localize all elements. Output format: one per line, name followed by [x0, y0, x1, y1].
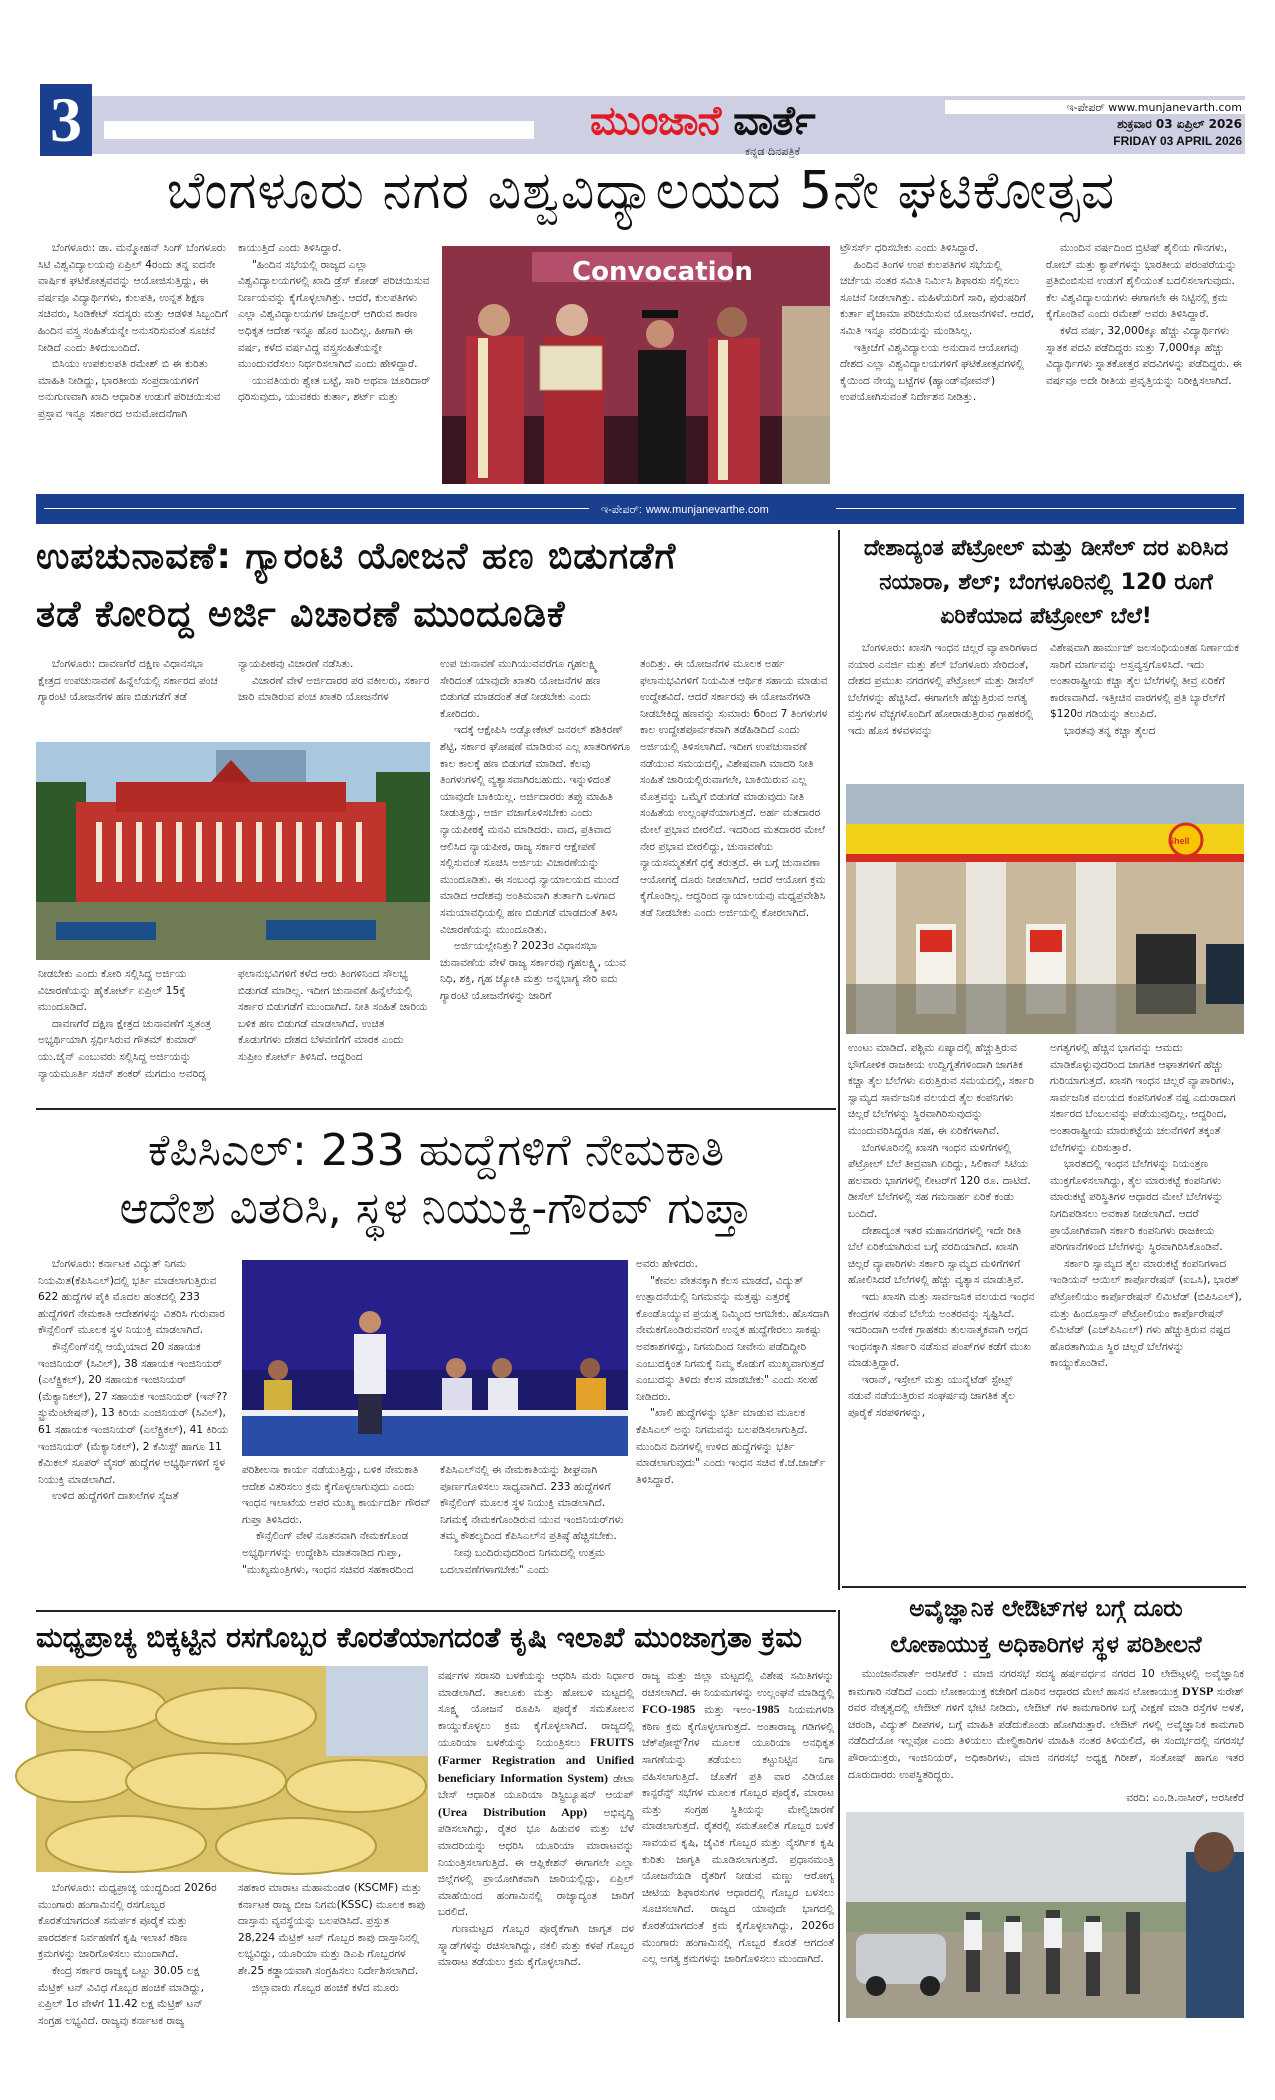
- article3-col1-bottom: [848, 1040, 1038, 1580]
- epaper-strip-url[interactable]: www.munjanevarthe.com: [645, 504, 769, 516]
- paragraph: ನ್ಯಾಯಪೀಠವು ವಿಚಾರಣೆ ನಡೆಸಿತು.: [238, 658, 354, 670]
- article4-headline-line1: ಕೆಪಿಸಿಎಲ್: 233 ಹುದ್ದೆಗಳಿಗೆ ನೇಮಕಾತಿ: [147, 1125, 725, 1176]
- article6-headline-line2: ಲೋಕಾಯುಕ್ತ ಅಧಿಕಾರಿಗಳ ಸ್ಥಳ ಪರಿಶೀಲನೆ: [890, 1632, 1202, 1658]
- page-number: 3: [40, 84, 92, 156]
- article6-body: [848, 1666, 1244, 1786]
- paragraph: ಕೆಪಿಸಿಎಲ್‌ನಲ್ಲಿ ಈ ನೇಮಕಾತಿಯನ್ನು ಶೀಘ್ರವಾಗಿ ಪೂರ್ಣಗೊಳಿಸಲು ಸಾಧ್ಯವಾಗಿದೆ. 233 ಹುದ್ದೆಗಳಿಗೆ ಕೌನ್ಸೆಲಿಂಗ್ ಮೂಲಕ ಸ್ಥಳ ನಿಯುಕ್ತಿ ಮಾಡಲಾಗಿದೆ. ನಿಗಮಕ್ಕೆ ನೇಮಕಗೊಂಡಿರುವ ಯುವ ಇಂಜಿನಿಯರ್‌ಗಳು ತಮ್ಮ ಕೌಶಲ್ಯದಿಂದ ಕೆಪಿಸಿಎಲ್‌ನ ಪ್ರತಿಷ್ಠೆ ಹೆಚ್ಚಿಸಬೇಕು.: [440, 1464, 624, 1543]
- paragraph: "ಹಿಂದಿನ ಸಭೆಯಲ್ಲಿ ರಾಜ್ಯದ ಎಲ್ಲಾ ವಿಶ್ವವಿದ್ಯಾಲಯಗಳಲ್ಲಿ ಖಾದಿ ಡ್ರೆಸ್ ಕೋಡ್ ಪರಿಚಯಿಸುವ ನಿರ್ಣಯವನ್ನು ಕೈಗೊಳ್ಳಲಾಗಿತ್ತು. ಆದರೆ, ಕುಲಪತಿಗಳು ಎಲ್ಲಾ ವಿಶ್ವವಿದ್ಯಾಲಯಗಳ ಚಾನ್ಸಲರ್ ಆಗಿರುವ ಕಾರಣ ಅಧಿಕೃತ ಆದೇಶ ಇನ್ನೂ ಹೊರ ಬಂದಿಲ್ಲ. ಹೀಗಾಗಿ ಈ ವರ್ಷ, ಕಳೆದ ವರ್ಷವಿದ್ದ ವಸ್ತ್ರಸಂಹಿತೆಯನ್ನೇ ಮುಂದುವರೆಸಲು ನಿರ್ಧರಿಸಲಾಗಿದೆ ಎಂದು ಹೇಳಿದ್ದಾರೆ.: [238, 258, 430, 371]
- column-divider: [838, 1610, 840, 2022]
- section-divider: [842, 1586, 1246, 1588]
- paragraph: ಇದು ಖಾಸಗಿ ಮತ್ತು ಸಾರ್ವಜನಿಕ ವಲಯದ ಇಂಧನ ಕೇಂದ್ರಗಳ ನಡುವೆ ಬೆಲೆಯ ಅಂತರವನ್ನು ಸೃಷ್ಟಿಸಿದೆ. ಇದರಿಂದಾಗಿ ಅನೇಕ ಗ್ರಾಹಕರು ತುಲನಾತ್ಮಕವಾಗಿ ಅಗ್ಗದ ಇಂಧನಕ್ಕಾಗಿ ಸರ್ಕಾರಿ ನಡೆಸುವ ಪಂಪ್‌ಗಳ ಕಡೆಗೆ ಮುಖ ಮಾಡುತ್ತಿದ್ದಾರೆ.: [848, 1290, 1035, 1370]
- article2-col2-bottom: [238, 966, 430, 1102]
- strip-rule-right: [836, 508, 1236, 509]
- article4-col2: [242, 1462, 432, 1600]
- paragraph: ಉಂಟು ಮಾಡಿದೆ. ಪಶ್ಚಿಮ ಏಷ್ಯಾದಲ್ಲಿ ಹೆಚ್ಚುತ್ತಿರುವ ಭೌಗೋಳಿಕ ರಾಜಕೀಯ ಉದ್ವಿಗ್ನತೆಗಳಿಂದಾಗಿ ಜಾಗತಿಕ ಕಚ್ಚಾ ತೈಲ ಬೆಲೆಗಳು ಏರುತ್ತಿರುವ ಸಮಯದಲ್ಲಿ, ಸರ್ಕಾರಿ ಸ್ವಾಮ್ಯದ ಸಾರ್ವಜನಿಕ ವಲಯದ ತೈಲ ಕಂಪನಿಗಳು ಚಿಲ್ಲರೆ ಬೆಲೆಗಳನ್ನು ಸ್ಥಿರವಾಗಿರಿಸುವುದನ್ನು ಮುಂದುವರಿಸಿದ್ದರೂ ಸಹ, ಈ ಏರಿಕೆಗಳಾಗಿವೆ.: [848, 1042, 1035, 1137]
- article6-byline: ವರದಿ: ಎಂ.ಡಿ.ನಾಸೀರ್, ಅರಸೀಕೆರೆ: [1126, 1792, 1244, 1804]
- convocation-photo-art: [442, 246, 830, 484]
- body-bold: FRUITS (Farmer Registration and Unified beneficiary Information System): [438, 1735, 634, 1785]
- paragraph: ಬಿಸಿಯು ಉಪಕುಲಪತಿ ರಮೇಶ್ ಬಿ ಈ ಕುರಿತು ಮಾಹಿತಿ ನೀಡಿದ್ದು, ಭಾರತೀಯ ಸಂಪ್ರದಾಯಗಳಿಗೆ ಅನುಗುಣವಾಗಿ ಖಾದಿ ಆಧಾರಿತ ಉಡುಗೆ ಪರಿಚಯಿಸುವ ಪ್ರಸ್ತಾವ ಇನ್ನೂ ಸರ್ಕಾರದ ಅನುಮೋದನೆಗಾಗಿ: [38, 358, 221, 420]
- article2-headline-line1: ಉಪಚುನಾವಣೆ: ಗ್ಯಾರಂಟಿ ಯೋಜನೆ ಹಣ ಬಿಡುಗಡೆಗೆ: [36, 536, 677, 577]
- article4-col1: [38, 1256, 234, 1600]
- body-text: ಅಭಿವೃದ್ಧಿ ಪಡಿಸಲಾಗಿದ್ದು, ರೈತರ ಭೂ ಹಿಡುವಳಿ ಮತ್ತು ಬೆಳೆ ಮಾದರಿಯನ್ನು ಆಧರಿಸಿ ಯೂರಿಯಾ ಮಾರಾಟವನ್ನು ನಿಯಂತ್ರಿಸಲಾಗುತ್ತಿದೆ. ಈ ಆಪ್ಲಿಕೇಶನ್ ಈಗಾಗಲೇ ಎಲ್ಲಾ ಜಿಲ್ಲೆಗಳಲ್ಲಿ ಪ್ರಾಯೋಗಿಕವಾಗಿ ಜಾರಿಯಲ್ಲಿದ್ದು, ಏಪ್ರಿಲ್ ಮಾಹೆಯಿಂದ ಹಂಗಾಮಿನಲ್ಲಿ ರಾಜ್ಯಾದ್ಯಂತ ಜಾರಿಗೆ ಬರಲಿದೆ.: [438, 1806, 634, 1919]
- paragraph: ಕೌನ್ಸೆಲಿಂಗ್ ವೇಳೆ ನೂತನವಾಗಿ ನೇಮಕಗೊಂಡ ಅಭ್ಯರ್ಥಿಗಳನ್ನು ಉದ್ದೇಶಿಸಿ ಮಾತನಾಡಿದ ಗುಪ್ತಾ, "ಮುಖ್ಯಮಂತ್ರಿಗಳು, ಇಂಧನ ಸಚಿವರ ಸಹಕಾರದಿಂದ: [242, 1530, 414, 1576]
- paragraph: ಹಿಂದಿನ ತಿಂಗಳ ಉಪ ಕುಲಪತಿಗಳ ಸಭೆಯಲ್ಲಿ ಚರ್ಚೆಯ ನಂತರ ಸಮಿತಿ ನಿರ್ಮಿಸಿ ಶಿಫಾರಸು ಸಲ್ಲಿಸಲು ಸೂಚನೆ ನೀಡಲಾಗಿತ್ತು. ಮಹಿಳೆಯರಿಗೆ ಸಾರಿ, ಪುರುಷರಿಗೆ ಕುರ್ತಾ ಪೈಜಾಮಾ ಪರಿಚಯಿಸುವ ಯೋಜನೆಗಳಿವೆ. ಆದರೆ, ಸಮಿತಿ ಇನ್ನೂ ವರದಿಯನ್ನು ಮಂಡಿಸಿಲ್ಲ.: [840, 258, 1034, 337]
- paragraph: ಭಾರತದಲ್ಲಿ ಇಂಧನ ಬೆಲೆಗಳನ್ನು ನಿಯಂತ್ರಣ ಮುಕ್ತಗೊಳಿಸಲಾಗಿದ್ದು, ತೈಲ ಮಾರುಕಟ್ಟೆ ಕಂಪನಿಗಳು ಮಾರುಕಟ್ಟೆ ಪರಿಸ್ಥಿತಿಗಳ ಆಧಾರದ ಮೇಲೆ ಬೆಲೆಗಳನ್ನು ನಿಗದಿಪಡಿಸಲು ಅವಕಾಶ ನೀಡಲಾಗಿದೆ. ಆದರೆ ಪ್ರಾಯೋಗಿಕವಾಗಿ ಸರ್ಕಾರಿ ಕಂಪನಿಗಳು ರಾಜಕೀಯ ಪರಿಗಣನೆಗಳಿಂದ ಬೆಲೆಗಳನ್ನು ಸ್ಥಿರವಾಗಿರಿಸಿಕೊಂಡಿವೆ.: [1050, 1158, 1224, 1254]
- paragraph: ಬೆಂಗಳೂರು: ಮಧ್ಯಪ್ರಾಚ್ಯ ಯುದ್ಧದಿಂದ 2026ರ ಮುಂಗಾರು ಹಂಗಾಮಿನಲ್ಲಿ ರಸಗೊಬ್ಬರ ಕೊರತೆಯಾಗದಂತೆ ಸಮರ್ಪಕ ಪೂರೈಕೆ ಮತ್ತು ಪಾರದರ್ಶಕ ನಿರ್ವಹಣೆಗೆ ಕೃಷಿ ಇಲಾಖೆ ಕಠಿಣ ಕ್ರಮಗಳನ್ನು ಜಾರಿಗೊಳಿಸಲು ಮುಂದಾಗಿದೆ.: [38, 1882, 217, 1961]
- paragraph: ನೀಡಬೇಕು ಎಂದು ಕೋರಿ ಸಲ್ಲಿಸಿದ್ದ ಅರ್ಜಿಯ ವಿಚಾರಣೆಯನ್ನು ಹೈಕೋರ್ಟ್ ಏಪ್ರಿಲ್ 15ಕ್ಕೆ ಮುಂದೂಡಿದೆ.: [38, 968, 187, 1014]
- paragraph: ಜಿಲ್ಲಾವಾರು ಗೊಬ್ಬರ ಹಂಚಿಕೆ ಕಳೆದ ಮೂರು: [252, 1981, 399, 1994]
- paragraph: [438, 1668, 634, 1921]
- paragraph: ಅರ್ಜಿಯಲ್ಲೇನಿತ್ತು? 2023ರ ವಿಧಾನಸಭಾ ಚುನಾವಣೆಯ ವೇಳೆ ರಾಜ್ಯ ಸರ್ಕಾರವು ಗೃಹಲಕ್ಷ್ಮಿ, ಯುವ ನಿಧಿ, ಶಕ್ತಿ, ಗೃಹ ಜ್ಯೋತಿ ಮತ್ತು ಅನ್ನಭಾಗ್ಯ ಸೇರಿ ಐದು ಗ್ಯಾರಂಟಿ ಯೋಜನೆಗಳನ್ನು ಜಾರಿಗೆ: [440, 940, 626, 1002]
- paragraph: ಯುವತಿಯರು ಶ್ವೇತ ಬಟ್ಟೆ, ಸಾರಿ ಅಥವಾ ಚೂರಿದಾರ್ ಧರಿಸುವುದು, ಯುವಕರು ಕುರ್ತಾ, ಶರ್ಟ್ ಮತ್ತು: [238, 374, 431, 404]
- article1-col4: [1046, 240, 1244, 486]
- kpcl-event-photo: [242, 1260, 628, 1456]
- article5-col4: [642, 1668, 834, 2020]
- epaper-link-top[interactable]: [950, 101, 1242, 115]
- kpcl-event-photo-art: [242, 1260, 628, 1456]
- paragraph: ದಾವಣಗೆರೆ ದಕ್ಷಿಣ ಕ್ಷೇತ್ರದ ಚುನಾವಣೆಗೆ ಸ್ವತಂತ್ರ ಅಭ್ಯರ್ಥಿಯಾಗಿ ಸ್ಪರ್ಧಿಸಿರುವ ಗೌತಮ್ ಕುಮಾರ್ ಯು.ಜೈನ್ ಎಂಬುವರು ಸಲ್ಲಿಸಿದ್ದ ಅರ್ಜಿಯನ್ನು ನ್ಯಾಯಮೂರ್ತಿ ಸಚಿನ್ ಶಂಕರ್ ಮಗದುಂ ಅವರಿದ್ದ: [38, 1017, 212, 1080]
- column-divider: [838, 1108, 840, 1590]
- article4-col3: [440, 1462, 628, 1600]
- article2-col1-bottom: [38, 966, 228, 1102]
- lokayukta-site-photo-art: [846, 1812, 1244, 2018]
- fertilizer-sacks-photo: [36, 1666, 428, 1872]
- paragraph: ಇದಕ್ಕೆ ಆಕ್ಷೇಪಿಸಿ ಅಡ್ವೋಕೇಟ್ ಜನರಲ್ ಶಶಿಕಿರಣ್ ಶೆಟ್ಟಿ, ಸರ್ಕಾರ ಘೋಷಣೆ ಮಾಡಿರುವ ಎಲ್ಲ ಖಾತರಿಗಳಿಗೂ ಕಾಲ ಕಾಲಕ್ಕೆ ಹಣ ಬಿಡುಗಡೆ ಮಾಡಿದೆ. ಕೆಲವು ತಿಂಗಳುಗಳಲ್ಲಿ ವ್ಯತ್ಯಾಸವಾಗಿರಬಹುದು. ಇನ್ನುಳಿದಂತೆ ಯಾವುದೇ ಬಾಕಿಯಿಲ್ಲ. ಅರ್ಜಿದಾರರು ತಪ್ಪು ಮಾಹಿತಿ ನೀಡುತ್ತಿದ್ದು, ಅರ್ಜಿ ವಜಾಗೊಳಿಸಬೇಕು ಎಂದು ನ್ಯಾಯಪೀಠಕ್ಕೆ ಮನವಿ ಮಾಡಿದರು. ವಾದ, ಪ್ರತಿವಾದ ಆಲಿಸಿದ ನ್ಯಾಯಪೀಠ, ರಾಜ್ಯ ಸರ್ಕಾರ ಆಕ್ಷೇಪಣೆ ಸಲ್ಲಿಸುವಂತೆ ಸೂಚಿಸಿ ಅರ್ಜಿಯ ವಿಚಾರಣೆಯನ್ನು ಮುಂದೂಡಿತು. ಈ ಸಂಬಂಧ ನ್ಯಾಯಾಲಯದ ಮುಂದೆ ಮಾಡಿದ ಆದೇಶವು ಅಂತಿಮವಾಗಿ ತುರ್ತಾಗಿ ಒಳಗಾದ ಸಮಯಾವಧಿಯಲ್ಲಿ ಹಣ ಬಿಡುಗಡೆ ಮಾಡದಂತೆ ತಿಳಿಸಿ ವಿಚಾರಣೆಯನ್ನು ಮುಂದೂಡಿತು.: [440, 724, 631, 936]
- strip-rule-left: [44, 508, 589, 509]
- date-english: FRIDAY 03 APRIL 2026: [1113, 134, 1242, 148]
- article3-col2-top: [1050, 640, 1244, 778]
- paragraph: ಗುಣಮಟ್ಟದ ಗೊಬ್ಬರ ಪೂರೈಕೆಗಾಗಿ ಜಾಗೃತ ದಳ ಸ್ಕ್ವಾಡ್‌ಗಳನ್ನು ರಚಿಸಲಾಗಿದ್ದು, ನಕಲಿ ಮತ್ತು ಕಳಪೆ ಗೊಬ್ಬರ ಮಾರಾಟ ತಡೆಯಲು ಕ್ರಮ ಕೈಗೊಳ್ಳಲಾಗಿದೆ.: [438, 1922, 634, 1969]
- body-text: ಮುಂಜಾನೆವಾರ್ತೆ ಅರಸೀಕೆರೆ : ಮಾಜಿ ನಗರಸಭೆ ಸದಸ್ಯ ಹರ್ಷವರ್ಧನ ನಗರದ 10 ಲೇಔಟ್ಗಳಲ್ಲಿ ಅವೈಜ್ಞಾನಿಕ ಕಾಮಗಾರಿ ನಡೆದಿದೆ ಎಂದು ಲೋಕಾಯುಕ್ತ ಕಚೇರಿಗೆ ದೂರಿನ ಆಧಾರದ ಮೇಲೆ ಹಾಸನ ಲೋಕಾಯುಕ್ತ: [848, 1668, 1244, 1698]
- article2-col2-top: [238, 656, 430, 724]
- paragraph: "ಕೇವಲ ವೇತನಕ್ಕಾಗಿ ಕೆಲಸ ಮಾಡದೆ, ವಿದ್ಯುತ್ ಉತ್ಪಾದನೆಯಲ್ಲಿ ನಿಗಮವನ್ನು ಮತ್ತಷ್ಟು ಎತ್ತರಕ್ಕೆ ಕೊಂಡೊಯ್ಯುವ ಪ್ರಯತ್ನ ನಿಮ್ಮಿಂದ ಆಗಬೇಕು. ಹೊಸದಾಗಿ ನೇಮಕಗೊಂಡಿರುವವರಿಗೆ ಉನ್ನತ ಹುದ್ದೆಗೇರಲು ಸಾಕಷ್ಟು ಅವಕಾಶಗಳಿದ್ದು, ನಿಗಮದಿಂದ ನೀವೇನು ಪಡೆದಿದ್ದೀರಿ ಎಂಬುದಕ್ಕಿಂತ ನಿಗಮಕ್ಕೆ ನಿಮ್ಮ ಕೊಡುಗೆ ಮುಖ್ಯವಾಗುತ್ತದೆ ಎಂಬುದನ್ನು ತಿಳಿದು ಕೆಲಸ ಮಾಡಬೇಕು" ಎಂದು ಸಲಹೆ ನೀಡಿದರು.: [636, 1274, 830, 1403]
- paragraph: ಕೇಂದ್ರ ಸರ್ಕಾರ ರಾಜ್ಯಕ್ಕೆ ಒಟ್ಟು 30.05 ಲಕ್ಷ ಮೆಟ್ರಿಕ್ ಟನ್ ವಿವಿಧ ಗೊಬ್ಬರ ಹಂಚಿಕೆ ಮಾಡಿದ್ದು, ಏಪ್ರಿಲ್ 1ರ ವೇಳೆಗೆ 11.42 ಲಕ್ಷ ಮೆಟ್ರಿಕ್ ಟನ್ ಸಂಗ್ರಹ ಲಭ್ಯವಿದೆ. ರಾಜ್ಯವು ಕರ್ನಾಟಕ ರಾಜ್ಯ: [38, 1964, 204, 2027]
- body-text: ಸುರೇಶ್ ರವರ ನೇತೃತ್ವದಲ್ಲಿ ಲೇಔಟ್ ಗಳಿಗೆ ಭೇಟಿ ನೀಡಿದು, ಲೇಔಟ್ ಗಳ ಕಾಮಗಾರಿಗಳ ಬಗ್ಗೆ ವೀಕ್ಷಣೆ ಮಾಡಿ ರಸ್ತೆಗಳ ಅಳತೆ, ಚರಂಡಿ, ವಿದ್ಯುತ್ ದೀಪಗಳ, ಬಗ್ಗೆ ಮಾಹಿತಿ ಪಡೆದುಕೊಂಡು ಹೋಗಿರುತ್ತಾರೆ. ಲೇಔಟ್ ಗಳಲ್ಲಿ ಅವೈಜ್ಞಾನಿಕ ಕಾಮಗಾರಿ ನಡೆದಿದೆಯೋ ಇಲ್ಲವೋ ಎಂದು ತಿಳಿಯಲು ಮೇಲ್ಧಿಕಾರಿಗಳ ಮಾಹಿತಿ ನಂತರ ತಿಳಿಯಲಿದೆ, ಈ ಸಂದರ್ಭದಲ್ಲಿ ನಗರಸಭೆ ಪೌರಾಯುಕ್ತರು, ಇಂಜಿನಿಯರ್, ಅಧಿಕಾರಿಗಳು, ಮಾಜಿ ನಗರಸಭೆ ಅಧ್ಯಕ್ಷ ಗಿರೀಶ್, ಸಂತೋಷ್ ಹಾಗೂ ಇತರ ದೂರುದಾರರು ಉಪಸ್ಥಿತರಿದ್ದರು.: [848, 1685, 1244, 1781]
- logo-tagline: ಕನ್ನಡ ದಿನಪತ್ರಿಕೆ: [745, 145, 801, 158]
- body-bold: 1985: [755, 1702, 780, 1717]
- body-bold: DYSP: [1181, 1683, 1214, 1698]
- epaper-strip-label: ಇ-ಪೇಪರ್:: [601, 504, 642, 516]
- body-text: ರಾಜ್ಯ ಮತ್ತು ಜಿಲ್ಲಾ ಮಟ್ಟದಲ್ಲಿ ವಿಶೇಷ ಸಮಿತಿಗಳನ್ನು ರಚಿಸಲಾಗಿದೆ. ಈ ನಿಯಮಗಳನ್ನು ಉಲ್ಲಂಘನೆ ಮಾಡಿದ್ದಲ್ಲಿ: [642, 1670, 834, 1699]
- article1-col1: [38, 240, 228, 486]
- newspaper-logo: [590, 98, 815, 144]
- paragraph: ಇತ್ತೀಚೆಗೆ ವಿಶ್ವವಿದ್ಯಾಲಯ ಅನುದಾನ ಆಯೋಗವು ದೇಶದ ಎಲ್ಲಾ ವಿಶ್ವವಿದ್ಯಾಲಯಗಳಿಗೆ ಘಟಿಕೋತ್ಸವಗಳಲ್ಲಿ ಕೈಯಿಂದ ನೇಯ್ದ ಬಟ್ಟೆಗಳ (ಹ್ಯಾಂಡ್‌ವೋವನ್) ಉಪಯೋಗಿಸುವಂತೆ ನಿರ್ದೇಶನ ನೀಡಿತ್ತು.: [840, 341, 1024, 404]
- paragraph: ವಿಶೇಷವಾಗಿ ಹಾರ್ಮುಜ್ ಜಲಸಂಧಿಯಂತಹ ನಿರ್ಣಾಯಕ ಸಾರಿಗೆ ಮಾರ್ಗವನ್ನು ಅಸ್ತವ್ಯಸ್ತಗೊಳಿಸಿದೆ. ಇದು ಅಂತಾರಾಷ್ಟ್ರೀಯ ಕಚ್ಚಾ ತೈಲ ಬೆಲೆಗಳಲ್ಲಿ ತೀವ್ರ ಏರಿಕೆಗೆ ಕಾರಣವಾಗಿದೆ. ಇತ್ತೀಚಿನ ವಾರಗಳಲ್ಲಿ ಪ್ರತಿ ಬ್ಯಾರೆಲ್‌ಗೆ $120ರ ಗಡಿಯನ್ನು ತಲುಪಿದೆ.: [1050, 642, 1239, 721]
- body-text: ವರ್ಷಗಳ ಸರಾಸರಿ ಬಳಕೆಯನ್ನು ಆಧರಿಸಿ ಮರು ನಿರ್ಧಾರ ಮಾಡಲಾಗಿದೆ. ತಾಲೂಕು ಮತ್ತು ಹೋಬಳಿ ಮಟ್ಟದಲ್ಲಿ ಸೂಕ್ಷ್ಮ ಯೋಜನೆ ರೂಪಿಸಿ ಪೂರೈಕೆ ಸಮತೋಲನ ಕಾಯ್ದುಕೊಳ್ಳಲು ಕ್ರಮ ಕೈಗೊಳ್ಳಲಾಗಿದೆ. ರಾಜ್ಯದಲ್ಲಿ ಯೂರಿಯಾ ಬಳಕೆಯನ್ನು ನಿಯಂತ್ರಿಸಲು: [438, 1670, 634, 1750]
- article2-col4: [640, 656, 832, 1102]
- article2-headline-line2: ತಡೆ ಕೋರಿದ್ದ ಅರ್ಜಿ ವಿಚಾರಣೆ ಮುಂದೂಡಿಕೆ: [36, 594, 566, 635]
- paragraph: ಟ್ರೌಸರ್ಸ್ ಧರಿಸಬೇಕು ಎಂದು ತಿಳಿಸಿದ್ದಾರೆ.: [840, 242, 979, 254]
- paragraph: ಉಪ ಚುನಾವಣೆ ಮುಗಿಯುವವರೆಗೂ ಗೃಹಲಕ್ಷ್ಮಿ ಸೇರಿದಂತೆ ಯಾವುದೇ ಖಾತರಿ ಯೋಜನೆಗಳ ಹಣ ಬಿಡುಗಡೆ ಮಾಡದಂತೆ ತಡೆ ನೀಡಬೇಕು ಎಂದು ಕೋರಿದರು.: [440, 658, 601, 720]
- logo-word-2: ವಾರ್ತೆ: [733, 98, 815, 144]
- fertilizer-sacks-photo-art: [36, 1666, 428, 1872]
- article5-col3: [438, 1668, 634, 2020]
- article3-col2-bottom: [1050, 1040, 1244, 1580]
- article4-headline-line2: ಆದೇಶ ವಿತರಿಸಿ, ಸ್ಥಳ ನಿಯುಕ್ತಿ-ಗೌರವ್ ಗುಪ್ತಾ: [119, 1183, 753, 1234]
- lokayukta-site-photo: [846, 1812, 1244, 2018]
- article5-col2: [238, 1880, 428, 2020]
- body-text: ಮತ್ತು ಇಅಂ-: [704, 1704, 756, 1717]
- paragraph: ಪರಿಶೀಲನಾ ಕಾರ್ಯ ನಡೆಯುತ್ತಿದ್ದು, ಬಳಿಕ ನೇಮಕಾತಿ ಆದೇಶ ವಿತರಿಸಲು ಕ್ರಮ ಕೈಗೊಳ್ಳಲಾಗುವುದು ಎಂದು ಇಂಧನ ಇಲಾಖೆಯ ಅಪರ ಮುಖ್ಯ ಕಾರ್ಯದರ್ಶಿ ಗೌರವ್ ಗುಪ್ತಾ ತಿಳಿಸಿದರು.: [242, 1464, 431, 1526]
- paragraph: ಇರಾನ್, ಇಸ್ರೇಲ್ ಮತ್ತು ಯುನೈಟೆಡ್ ಸ್ಟೇಟ್ಸ್ ನಡುವೆ ನಡೆಯುತ್ತಿರುವ ಸಂಘರ್ಷವು ಜಾಗತಿಕ ತೈಲ ಪೂರೈಕೆ ಸರಪಳಿಗಳನ್ನು,: [848, 1373, 1016, 1420]
- petrol-station-photo-art: [846, 784, 1244, 1034]
- petrol-station-photo: [846, 784, 1244, 1034]
- epaper-url[interactable]: www.munjanevarth.com: [1108, 101, 1242, 114]
- paragraph: ವಿಚಾರಣೆ ವೇಳೆ ಅರ್ಜಿದಾರರ ಪರ ವಕೀಲರು, ಸರ್ಕಾರ ಜಾರಿ ಮಾಡಿರುವ ಪಂಚ ಖಾತರಿ ಯೋಜನೆಗಳ: [238, 674, 430, 704]
- paragraph: ಉಳಿದ ಹುದ್ದೆಗಳಿಗೆ ದಾಖಲೆಗಳ ಸೈಜತೆ: [52, 1490, 179, 1503]
- paragraph: "ಖಾಲಿ ಹುದ್ದೆಗಳನ್ನು ಭರ್ತಿ ಮಾಡುವ ಮೂಲಕ ಕೆಪಿಸಿಎಲ್ ಅನ್ನು ನಿಗಮವನ್ನು ಬಲಪಡಿಸಲಾಗುತ್ತಿದೆ. ಮುಂದಿನ ದಿನಗಳಲ್ಲಿ ಉಳಿದ ಹುದ್ದೆಗಳನ್ನು ಭರ್ತಿ ಮಾಡಲಾಗುವುದು" ಎಂದು ಇಂಧನ ಸಚಿವ ಕೆ.ಜೆ.ಜಾರ್ಜ್ ತಿಳಿಸಿದ್ದಾರೆ.: [636, 1407, 826, 1486]
- paragraph: ಅವರು ಹೇಳಿದರು.: [636, 1258, 698, 1270]
- article1-headline: ಬೆಂಗಳೂರು ನಗರ ವಿಶ್ವವಿದ್ಯಾಲಯದ 5ನೇ ಘಟಿಕೋತ್ಸವ: [166, 161, 1116, 221]
- article2-col3: [440, 656, 632, 1102]
- high-court-photo: [36, 742, 430, 960]
- paragraph: ಮುಂದಿನ ವರ್ಷದಿಂದ ಬ್ರಿಟಿಷ್ ಶೈಲಿಯ ಗೌನಗಳು, ರೋಬ್ ಮತ್ತು ಕ್ಯಾಪ್‌ಗಳನ್ನು ಭಾರತೀಯ ಪರಂಪರೆಯನ್ನು ಪ್ರತಿಬಿಂಬಿಸುವ ಉಡುಗೆ ಶೈಲಿಯಂತೆ ಬದಲಿಸಲಾಗುವುದು. ಕೆಲ ವಿಶ್ವವಿದ್ಯಾಲಯಗಳು ಈಗಾಗಲೇ ಈ ನಿಟ್ಟಿನಲ್ಲಿ ಕ್ರಮ ಕೈಗೊಂಡಿವೆ ಎಂದು ರಮೇಶ್ ಅವರು ತಿಳಿಸಿದ್ದಾರೆ.: [1046, 242, 1237, 321]
- paragraph: ಕಳೆದ ವರ್ಷ, 32,000ಕ್ಕೂ ಹೆಚ್ಚು ವಿದ್ಯಾರ್ಥಿಗಳು ಸ್ನಾತಕ ಪದವಿ ಪಡೆದಿದ್ದರು ಮತ್ತು 7,000ಕ್ಕೂ ಹೆಚ್ಚು ವಿದ್ಯಾರ್ಥಿಗಳು ಸ್ನಾತಕೋತ್ತರ ಪದವಿಗಳನ್ನು ಪಡೆದಿದ್ದರು. ಈ ವರ್ಷವೂ ಅದೇ ರೀತಿಯ ಪ್ರವೃತ್ತಿಯನ್ನು ನಿರೀಕ್ಷಿಸಲಾಗಿದೆ.: [1046, 324, 1242, 387]
- article6-headline-line1: ಅವೈಜ್ಞಾನಿಕ ಲೇಔಟ್‌ಗಳ ಬಗ್ಗೆ ದೂರು: [909, 1596, 1183, 1622]
- article4-col4: [636, 1256, 832, 1600]
- paragraph: ಭಾರತವು ತನ್ನ ಕಚ್ಚಾ ತೈಲದ: [1064, 724, 1156, 737]
- paragraph: ಕಾಯುತ್ತಿದೆ ಎಂದು ತಿಳಿಸಿದ್ದಾರೆ.: [238, 242, 342, 254]
- body-bold: FCO-1985: [642, 1702, 696, 1717]
- high-court-photo-art: [36, 742, 430, 960]
- paragraph: [642, 1668, 834, 1968]
- article3-col1-top: [848, 640, 1038, 778]
- article1-col2: [238, 240, 434, 486]
- paragraph: ಕೌನ್ಸೆಲಿಂಗ್‌ನಲ್ಲಿ ಆಯ್ಕೆಯಾದ 20 ಸಹಾಯಕ ಇಂಜಿನಿಯರ್ (ಸಿವಿಲ್), 38 ಸಹಾಯಕ ಇಂಜಿನಿಯರ್ (ಎಲೆಕ್ಟ್ರಿಕಲ್), 20 ಸಹಾಯಕ ಇಂಜಿನಿಯರ್ (ಮೆಕ್ಯಾನಿಕಲ್), 27 ಸಹಾಯಕ ಇಂಜಿನಿಯರ್ (ಇನ್??ಸ್ಟ್ರುಮೆಂಟೇಷನ್), 13 ಕಿರಿಯ ಎಂಜಿನಿಯರ್ (ಸಿವಿಲ್), 61 ಸಹಾಯಕ ಇಂಜಿನಿಯರ್ (ಎಲೆಕ್ಟ್ರಿಕಲ್), 41 ಕಿರಿಯ ಇಂಜಿನಿಯರ್ (ಮೆಕ್ಯಾನಿಕಲ್), 2 ಕೆಮಿಸ್ಟ್ ಹಾಗೂ 11 ಕೆಮಿಕಲ್ ಸೂಪರ್ ವೈಸರ್ ಹುದ್ದೆಗಳ ಅಭ್ಯರ್ಥಿಗಳಿಗೆ ಸ್ಥಳ ನಿಯುಕ್ತಿ ಮಾಡಲಾಗಿದೆ.: [38, 1340, 229, 1486]
- article5-headline: ಮಧ್ಯಪ್ರಾಚ್ಯ ಬಿಕ್ಕಟ್ಟಿನ ರಸಗೊಬ್ಬರ ಕೊರತೆಯಾಗದಂತೆ ಕೃಷಿ ಇಲಾಖೆ ಮುಂಜಾಗ್ರತಾ ಕ್ರಮ: [36, 1621, 802, 1654]
- convocation-photo: [442, 246, 830, 484]
- paragraph: ಬೆಂಗಳೂರು: ಡಾ. ಮನ್ಮೋಹನ್ ಸಿಂಗ್ ಬೆಂಗಳೂರು ಸಿಟಿ ವಿಶ್ವವಿದ್ಯಾಲಯವು ಏಪ್ರಿಲ್ 4ರಂದು ತನ್ನ ಐದನೇ ವಾರ್ಷಿಕ ಘಟಿಕೋತ್ಸವವನ್ನು ಆಯೋಜಿಸುತ್ತಿದ್ದು, ಈ ವರ್ಷವೂ ವಿದ್ಯಾರ್ಥಿಗಳು, ಕುಲಪತಿ, ಉನ್ನತ ಶಿಕ್ಷಣ ಸಚಿವರು, ಸಿಂಡಿಕೇಟ್ ಸದಸ್ಯರು ಮತ್ತು ಆಡಳಿತ ಸಿಬ್ಬಂದಿಗೆ ಹಿಂದಿನ ವಸ್ತ್ರ ಸಂಹಿತೆಯನ್ನೇ ಅನುಸರಿಸುವಂತೆ ಸೂಚನೆ ನೀಡಿದೆ ಎಂದು ತಿಳಿದುಬಂದಿದೆ.: [38, 242, 228, 354]
- paragraph: ಸರ್ಕಾರಿ ಸ್ವಾಮ್ಯದ ತೈಲ ಮಾರುಕಟ್ಟೆ ಕಂಪನಿಗಳಾದ ಇಂಡಿಯನ್ ಆಯಿಲ್ ಕಾರ್ಪೊರೇಷನ್ (ಐಒಸಿ), ಭಾರತ್ ಪೆಟ್ರೋಲಿಯಂ ಕಾರ್ಪೊರೇಷನ್ ಲಿಮಿಟೆಡ್ (ಬಿಪಿಸಿಎಲ್), ಮತ್ತು ಹಿಂದೂಸ್ತಾನ್ ಪೆಟ್ರೋಲಿಯಂ ಕಾರ್ಪೊರೇಷನ್ ಲಿಮಿಟೆಡ್ (ಎಚ್‌ಪಿಸಿಎಲ್) ಗಳು ಹೆಚ್ಚುತ್ತಿರುವ ನಷ್ಟದ ಹೊರತಾಗಿಯೂ ಸ್ಥಿರ ಚಿಲ್ಲರೆ ಬೆಲೆಗಳನ್ನು ಕಾಯ್ದುಕೊಂಡಿವೆ.: [1050, 1257, 1242, 1370]
- section-divider: [36, 1108, 836, 1110]
- body-text: ನಿಯಮಗಳಡಿ ಕಠಿಣ ಕ್ರಮ ಕೈಗೊಳ್ಳಲಾಗುತ್ತದೆ. ಅಂತಾರಾಜ್ಯ ಗಡಿಗಳಲ್ಲಿ ಚೆಕ್‌ಪೋಸ್ಟ್?ಗಳ ಮೂಲಕ ಯೂರಿಯಾ ಅನಧಿಕೃತ ಸಾಗಣೆಯನ್ನು ತಡೆಯಲು ಕಟ್ಟುನಿಟ್ಟಿನ ನಿಗಾ ವಹಿಸಲಾಗುತ್ತಿದೆ. ಜೊತೆಗೆ ಪ್ರತಿ ವಾರ ವಿಡಿಯೋ ಕಾನ್ಫರೆನ್ಸ್ ಸಭೆಗಳ ಮೂಲಕ ಗೊಬ್ಬರ ಪೂರೈಕೆ, ಮಾರಾಟ ಮತ್ತು ಸಂಗ್ರಹ ಸ್ಥಿತಿಯನ್ನು ಮೇಲ್ವಿಚಾರಣೆ ಮಾಡಲಾಗುತ್ತದೆ. ರೈತರಲ್ಲಿ ಸಮತೋಲಿತ ಗೊಬ್ಬರ ಬಳಕೆ ಸಾವಯವ ಕೃಷಿ, ಜೈವಿಕ ಗೊಬ್ಬರ ಮತ್ತು ನೈಸರ್ಗಿಕ ಕೃಷಿ ಕುರಿತು ಜಾಗೃತಿ ಮೂಡಿಸಲಾಗುತ್ತದೆ. ಪ್ರಧಾನಮಂತ್ರಿ ಯೋಜನೆಯಡಿ ರೈತರಿಗೆ ನೀಡುವ ಮಣ್ಣು ಆರೋಗ್ಯ ಚೀಟಿಯ ಶಿಫಾರಸುಗಳ ಆಧಾರದಲ್ಲಿ ಗೊಬ್ಬರ ಬಳಸಲು ಸೂಚಿಸಲಾಗಿದೆ. ರಾಜ್ಯದ ಯಾವುದೇ ಭಾಗದಲ್ಲಿ ಕೊರತೆಯಾಗದಂತೆ ಕ್ರಮ ಕೈಗೊಳ್ಳಲಾಗಿದ್ದು, 2026ರ ಮುಂಗಾರು ಹಂಗಾಮಿನಲ್ಲಿ ಗೊಬ್ಬರ ಕೊರತೆ ಆಗದಂತೆ ಎಲ್ಲ ಅಗತ್ಯ ಕ್ರಮಗಳನ್ನು ಜಾರಿಗೊಳಿಸಲು ಮುಂದಾಗಿದೆ.: [642, 1704, 834, 1966]
- convocation-banner-text: Convocation: [572, 257, 753, 287]
- paragraph: ಬೆಂಗಳೂರು: ದಾವಣಗೆರೆ ದಕ್ಷಿಣ ವಿಧಾನಸಭಾ ಕ್ಷೇತ್ರದ ಉಪಚುನಾವಣೆ ಹಿನ್ನೆಲೆಯಲ್ಲಿ ಸರ್ಕಾರದ ಪಂಚ ಗ್ಯಾರಂಟಿ ಯೋಜನೆಗಳ ಹಣ ಬಿಡುಗಡೆಗೆ ತಡೆ: [38, 658, 218, 704]
- epaper-strip: [36, 494, 1244, 524]
- paragraph: ತಂದಿತ್ತು. ಈ ಯೋಜನೆಗಳ ಮೂಲಕ ಅರ್ಹ ಫಲಾನುಭವಿಗಳಿಗೆ ನಿಯಮಿತ ಆರ್ಥಿಕ ಸಹಾಯ ಮಾಡುವ ಉದ್ದೇಶವಿದೆ. ಆದರೆ ಸರ್ಕಾರವು ಈ ಯೋಜನೆಗಳಡಿ ನೀಡಬೇಕಿದ್ದ ಹಣವನ್ನು ಸುಮಾರು 6ರಿಂದ 7 ತಿಂಗಳುಗಳ ಕಾಲ ಉದ್ದೇಶಪೂರ್ವಕವಾಗಿ ತಡೆಹಿಡಿದಿದೆ ಎಂದು ಅರ್ಜಿಯಲ್ಲಿ ತಿಳಿಸಲಾಗಿದೆ. ಇದೀಗ ಉಪಚುನಾವಣೆ ನಡೆಯುವ ಸಮಯದಲ್ಲಿ, ವಿಶೇಷವಾಗಿ ಮಾದರಿ ನೀತಿ ಸಂಹಿತೆ ಜಾರಿಯಲ್ಲಿರುವಾಗಲೇ, ಬಾಕಿಯಿರುವ ಎಲ್ಲ ಮೊತ್ತವನ್ನು ಒಮ್ಮೆಗೆ ಬಿಡುಗಡೆ ಮಾಡುವುದು ನೀತಿ ಸಂಹಿತೆಯ ಉಲ್ಲಂಘನೆಯಾಗುತ್ತದೆ. ಅರ್ಹ ಮತದಾರರ ಮೇಲೆ ಪ್ರಭಾವ ಬೀರಲಿದೆ. ಇದರಿಂದ ಮತದಾರರ ಮೇಲೆ ನೇರ ಪ್ರಭಾವ ಬೀರಲಿದ್ದು, ಚುನಾವಣೆಯ ನ್ಯಾಯಸಮ್ಮತತೆಗೆ ಧಕ್ಕೆ ತರುತ್ತದೆ. ಈ ಬಗ್ಗೆ ಚುನಾವಣಾ ಆಯೋಗಕ್ಕೆ ದೂರು ನೀಡಲಾಗಿದೆ. ಆದರೆ ಆಯೋಗ ಕ್ರಮ ಕೈಗೊಂಡಿಲ್ಲ. ಆದ್ದರಿಂದ ನ್ಯಾಯಾಲಯವು ಮಧ್ಯಪ್ರವೇಶಿಸಿ ತಡೆ ನೀಡಬೇಕು ಎಂದು ಅರ್ಜಿಯಲ್ಲಿ ಕೋರಲಾಗಿದೆ.: [640, 658, 828, 919]
- epaper-label: ಇ-ಪೇಪರ್: [1066, 101, 1105, 114]
- masthead-rule-left: [104, 121, 534, 139]
- paragraph: ಬೆಂಗಳೂರು: ಖಾಸಗಿ ಇಂಧನ ಚಿಲ್ಲರೆ ವ್ಯಾಪಾರಿಗಳಾದ ನಯಾರ ಎನರ್ಜಿ ಮತ್ತು ಶೆಲ್ ಬೆಂಗಳೂರು ಸೇರಿದಂತೆ, ದೇಶದ ಪ್ರಮುಖ ನಗರಗಳಲ್ಲಿ ಪೆಟ್ರೋಲ್ ಮತ್ತು ಡೀಸೆಲ್ ಬೆಲೆಗಳನ್ನು ಹೆಚ್ಚಿಸಿದೆ. ಈಗಾಗಲೇ ಹೆಚ್ಚುತ್ತಿರುವ ಅಗತ್ಯ ವಸ್ತುಗಳ ವೆಚ್ಚಗಳೊಂದಿಗೆ ಹೋರಾಡುತ್ತಿರುವ ಗ್ರಾಹಕರಲ್ಲಿ ಇದು ಹೊಸ ಕಳವಳವನ್ನು: [848, 642, 1038, 737]
- column-divider: [838, 530, 840, 1115]
- article3-headline: ದೇಶಾದ್ಯಂತ ಪೆಟ್ರೋಲ್ ಮತ್ತು ಡೀಸೆಲ್ ದರ ಏರಿಸಿದ ನಯಾರಾ, ಶೆಲ್; ಬೆಂಗಳೂರಿನಲ್ಲಿ 120 ರೂಗೆ ಏರಿಕೆಯಾದ ಪೆಟ್ರೋಲ್ ಬೆಲೆ!: [863, 536, 1229, 629]
- body-bold: (Urea Distribution App): [438, 1804, 588, 1819]
- article5-col1: [38, 1880, 228, 2027]
- paragraph: ಬೆಂಗಳೂರಿನಲ್ಲಿ ಖಾಸಗಿ ಇಂಧನ ಮಳಿಗೆಗಳಲ್ಲಿ ಪೆಟ್ರೋಲ್ ಬೆಲೆ ತೀವ್ರವಾಗಿ ಏರಿದ್ದು, ಸಿಲಿಕಾನ್ ಸಿಟಿಯ ಹಲವಾರು ಭಾಗಗಳಲ್ಲಿ ಲೀಟರ್‌ಗೆ 120 ರೂ. ದಾಟಿದೆ. ಡೀಸೆಲ್ ಬೆಲೆಗಳಲ್ಲಿ ಸಹ ಗಮನಾರ್ಹ ಏರಿಕೆ ಕಂಡು ಬಂದಿದೆ.: [848, 1141, 1031, 1220]
- section-divider: [36, 1610, 836, 1612]
- shell-logo-text: Shell: [1168, 836, 1190, 846]
- article2-col1-top: [38, 656, 228, 724]
- epaper-strip-link[interactable]: [601, 500, 769, 517]
- date-kannada: ಶುಕ್ರವಾರ 03 ಏಪ್ರಿಲ್ 2026: [1117, 117, 1242, 131]
- paragraph: ದೇಶಾದ್ಯಂತ ಇತರ ಮಹಾನಗರಗಳಲ್ಲಿ ಇದೇ ರೀತಿ ಬೆಲೆ ಏರಿಕೆಯಾಗಿರುವ ಬಗ್ಗೆ ವರದಿಯಾಗಿದೆ. ಖಾಸಗಿ ಚಿಲ್ಲರೆ ವ್ಯಾಪಾರಿಗಳು ಸರ್ಕಾರಿ ಸ್ವಾಮ್ಯದ ಮಳಿಗೆಗಳಿಗೆ ಹೋಲಿಸಿದರೆ ಬೆಲೆಗಳಲ್ಲಿ ಹೆಚ್ಚು ವ್ಯತ್ಯಾಸ ಮಾಡುತ್ತಿವೆ.: [848, 1224, 1024, 1287]
- paragraph: ಬೆಂಗಳೂರು: ಕರ್ನಾಟಕ ವಿದ್ಯುತ್ ನಿಗಮ ನಿಯಮಿತ(ಕೆಪಿಸಿಎಲ್)ದಲ್ಲಿ ಭರ್ತಿ ಮಾಡಲಾಗುತ್ತಿರುವ 622 ಹುದ್ದೆಗಳ ಪೈಕಿ ಮೊದಲ ಹಂತದಲ್ಲಿ 233 ಹುದ್ದೆಗಳಿಗೆ ನೇಮಕಾತಿ ಆದೇಶಗಳನ್ನು ವಿತರಿಸಿ ಗುರುವಾರ ಕೌನ್ಸೆಲಿಂಗ್ ಮೂಲಕ ಸ್ಥಳ ನಿಯುಕ್ತಿ ಮಾಡಲಾಗಿದೆ.: [38, 1258, 225, 1337]
- paragraph: ಫಲಾನುಭವಿಗಳಿಗೆ ಕಳೆದ ಆರು ತಿಂಗಳಿನಿಂದ ಸೌಲಭ್ಯ ಬಿಡುಗಡೆ ಮಾಡಿಲ್ಲ. ಇದೀಗ ಚುನಾವಣೆ ಹಿನ್ನೆಲೆಯಲ್ಲಿ ಸರ್ಕಾರ ಬಿಡುಗಡೆಗೆ ಮುಂದಾಗಿದೆ. ನೀತಿ ಸಂಹಿತೆ ಜಾರಿಯ ಬಳಿಕ ಹಣ ಬಿಡುಗಡೆ ಮಾಡಲಾಗಿದೆ. ಉಚಿತ ಕೊಡುಗೆಗಳು ದೇಶದ ಬೆಳವಣಿಗೆಗೆ ಮಾರಕ ಎಂದು ಸುಪ್ರೀಂ ಕೋರ್ಟ್ ತಿಳಿಸಿದೆ. ಆದ್ದರಿಂದ: [238, 968, 428, 1063]
- paragraph: [848, 1666, 1244, 1783]
- article1-col3: [840, 240, 1036, 486]
- paragraph: ನೀವು ಬಂದಿರುವುದರಿಂದ ನಿಗಮದಲ್ಲಿ ಉತ್ತಮ ಬದಲಾವಣೆಗಳಾಗಬೇಕು" ಎಂದು: [440, 1546, 605, 1576]
- paragraph: ಸಹಕಾರ ಮಾರಾಟ ಮಹಾಮಂಡಳಿ (KSCMF) ಮತ್ತು ಕರ್ನಾಟಕ ರಾಜ್ಯ ಬೀಜ ನಿಗಮ(KSSC) ಮೂಲಕ ಕಾಪು ದಾಸ್ತಾನು ವ್ಯವಸ್ಥೆಯನ್ನು ಬಲಪಡಿಸಿದೆ. ಪ್ರಸ್ತುತ 28,224 ಮೆಟ್ರಿಕ್ ಟನ್ ಗೊಬ್ಬರ ಕಾಪು ದಾಸ್ತಾನಿನಲ್ಲಿ ಲಭ್ಯವಿದ್ದು, ಯೂರಿಯಾ ಮತ್ತು ಡಿಎಪಿ ಗೊಬ್ಬರಗಳ ಶೇ.25 ಕಡ್ಡಾಯವಾಗಿ ಸಂಗ್ರಹಿಸಲು ನಿರ್ದೇಶಿಸಲಾಗಿದೆ.: [238, 1882, 425, 1977]
- logo-word-1: ಮುಂಜಾನೆ: [590, 98, 721, 144]
- body-text: ಡೇಟಾ ಬೇಸ್ ಆಧಾರಿತ ಯೂರಿಯಾ ಡಿಸ್ಟ್ರಿಬ್ಯೂಷನ್ ಆಯಪ್: [438, 1772, 634, 1802]
- paragraph: ಅಗತ್ಯಗಳಲ್ಲಿ ಹೆಚ್ಚಿನ ಭಾಗವನ್ನು ಆಮದು ಮಾಡಿಕೊಳ್ಳುವುದರಿಂದ ಜಾಗತಿಕ ಆಘಾತಗಳಿಗೆ ಹೆಚ್ಚು ಗುರಿಯಾಗುತ್ತದೆ. ಖಾಸಗಿ ಇಂಧನ ಚಿಲ್ಲರೆ ವ್ಯಾಪಾರಿಗಳು, ಸಾರ್ವಜನಿಕ ವಲಯದ ಕಂಪನಿಗಳಂತೆ ನಷ್ಟ ಎದುರಾದಾಗ ಸರ್ಕಾರದ ಬೆಂಬಲವನ್ನು ಪಡೆಯುವುದಿಲ್ಲ. ಆದ್ದರಿಂದ, ಅಂತಾರಾಷ್ಟ್ರೀಯ ಮಾರುಕಟ್ಟೆಯ ಚಲನೆಗಳಿಗೆ ತಕ್ಕಂತೆ ಬೆಲೆಗಳನ್ನು ಏರಿಸುತ್ತಾರೆ.: [1050, 1042, 1236, 1154]
